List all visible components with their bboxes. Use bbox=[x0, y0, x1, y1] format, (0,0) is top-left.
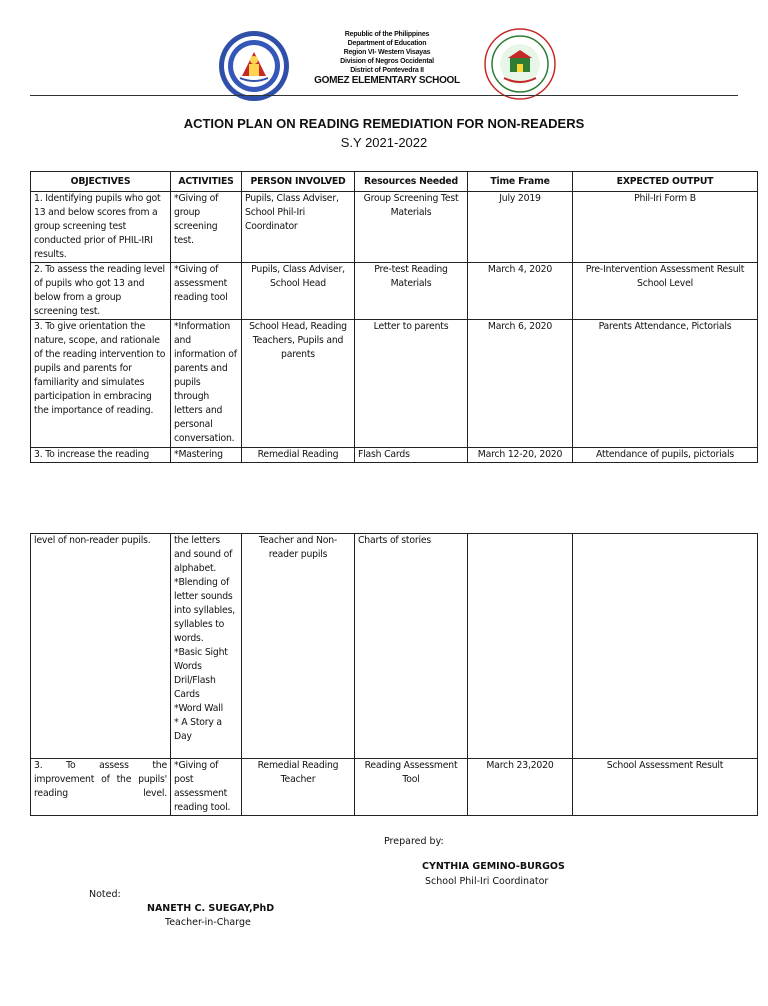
person-cell: School Head, Reading Teachers, Pupils and parents bbox=[242, 320, 355, 448]
person-cell: Remedial Reading Teacher bbox=[242, 759, 355, 816]
table-row bbox=[31, 448, 758, 463]
objective-cell bbox=[31, 759, 171, 816]
header-person-involved: PERSON INVOLVED bbox=[242, 172, 355, 192]
objective-cell: level of non-reader pupils. bbox=[31, 534, 171, 759]
table-row bbox=[31, 534, 758, 759]
letterhead bbox=[0, 0, 768, 100]
header-objectives: OBJECTIVES bbox=[31, 172, 171, 192]
school-seal-icon bbox=[484, 28, 556, 100]
preparer-name: CYNTHIA GEMINO-BURGOS bbox=[422, 861, 565, 872]
output-cell: Parents Attendance, Pictorials bbox=[573, 320, 758, 448]
division-line: Division of Negros Occidental bbox=[340, 58, 434, 65]
resources-cell: Letter to parents bbox=[355, 320, 468, 448]
time-cell: March 6, 2020 bbox=[468, 320, 573, 448]
preparer-title: School Phil-Iri Coordinator bbox=[425, 876, 549, 887]
activity-cell: *Giving of assessment reading tool bbox=[171, 263, 242, 320]
time-cell: March 12-20, 2020 bbox=[468, 448, 573, 463]
resources-cell: Pre-test Reading Materials bbox=[355, 263, 468, 320]
school-year: S.Y 2021-2022 bbox=[340, 135, 428, 150]
objective-cell: 3. To give orientation the nature, scope, and rationale of the reading intervention to pupils and parents for familiarity and simulates participation in embracing the importance of reading. bbox=[31, 320, 171, 448]
deped-seal-icon bbox=[218, 30, 290, 102]
department-line: Department of Education bbox=[347, 40, 427, 47]
republic-line: Republic of the Philippines bbox=[344, 31, 430, 38]
prepared-by-label: Prepared by: bbox=[384, 836, 444, 847]
person-cell: Teacher and Non-reader pupils bbox=[242, 534, 355, 759]
output-cell bbox=[573, 534, 758, 759]
output-cell: Attendance of pupils, pictorials bbox=[573, 448, 758, 463]
output-cell: Pre-Intervention Assessment Result School Level bbox=[573, 263, 758, 320]
header-expected-output: EXPECTED OUTPUT bbox=[573, 172, 758, 192]
noted-label: Noted: bbox=[89, 889, 121, 900]
activity-cell: *Giving of post assessment reading tool. bbox=[171, 759, 242, 816]
document-title: ACTION PLAN ON READING REMEDIATION FOR NON-READERS bbox=[183, 116, 585, 131]
action-plan-table-continued bbox=[30, 533, 758, 816]
header-divider bbox=[30, 95, 738, 96]
objective-cell: 2. To assess the reading level of pupils who got 13 and below from a group screening test. bbox=[31, 263, 171, 320]
action-plan-table bbox=[30, 171, 758, 463]
activity-cell: *Information and information of parents and pupils through letters and personal conversation. bbox=[171, 320, 242, 448]
header-activities: ACTIVITIES bbox=[171, 172, 242, 192]
table-row bbox=[31, 263, 758, 320]
output-cell: School Assessment Result bbox=[573, 759, 758, 816]
activity-cell: *Giving of group screening test. bbox=[171, 192, 242, 263]
resources-cell: Flash Cards bbox=[355, 448, 468, 463]
objective-cell: 3. To increase the reading bbox=[31, 448, 171, 463]
output-cell: Phil-Iri Form B bbox=[573, 192, 758, 263]
person-cell: Pupils, Class Adviser, School Phil-Iri Coordinator bbox=[242, 192, 355, 263]
activity-cell: *Mastering bbox=[171, 448, 242, 463]
time-cell: March 4, 2020 bbox=[468, 263, 573, 320]
person-cell: Pupils, Class Adviser, School Head bbox=[242, 263, 355, 320]
objective-text: 3. To assess the improvement of the pupils' reading level. bbox=[34, 760, 167, 799]
time-cell bbox=[468, 534, 573, 759]
noter-name: NANETH C. SUEGAY,PhD bbox=[147, 903, 275, 914]
table-row bbox=[31, 759, 758, 816]
resources-cell: Reading Assessment Tool bbox=[355, 759, 468, 816]
time-cell: March 23,2020 bbox=[468, 759, 573, 816]
resources-cell: Group Screening Test Materials bbox=[355, 192, 468, 263]
district-line: District of Pontevedra II bbox=[350, 67, 424, 74]
resources-cell: Charts of stories bbox=[355, 534, 468, 759]
region-line: Region VI- Western Visayas bbox=[343, 49, 431, 56]
header-time-frame: Time Frame bbox=[468, 172, 573, 192]
table-header-row bbox=[31, 172, 758, 192]
time-cell: July 2019 bbox=[468, 192, 573, 263]
table-row bbox=[31, 320, 758, 448]
school-name: GOMEZ ELEMENTARY SCHOOL bbox=[314, 75, 460, 86]
person-cell: Remedial Reading bbox=[242, 448, 355, 463]
noter-title: Teacher-in-Charge bbox=[165, 917, 251, 928]
objective-cell: 1. Identifying pupils who got 13 and below scores from a group screening test conducted prior of PHIL-IRI results. bbox=[31, 192, 171, 263]
table-row bbox=[31, 192, 758, 263]
activity-cell: the letters and sound of alphabet. *Blending of letter sounds into syllables, syllables to words. *Basic Sight Words Dril/Flash Cards *Word Wall * A Story a Day bbox=[171, 534, 242, 759]
letterhead-text bbox=[290, 30, 484, 87]
header-resources-needed: Resources Needed bbox=[355, 172, 468, 192]
